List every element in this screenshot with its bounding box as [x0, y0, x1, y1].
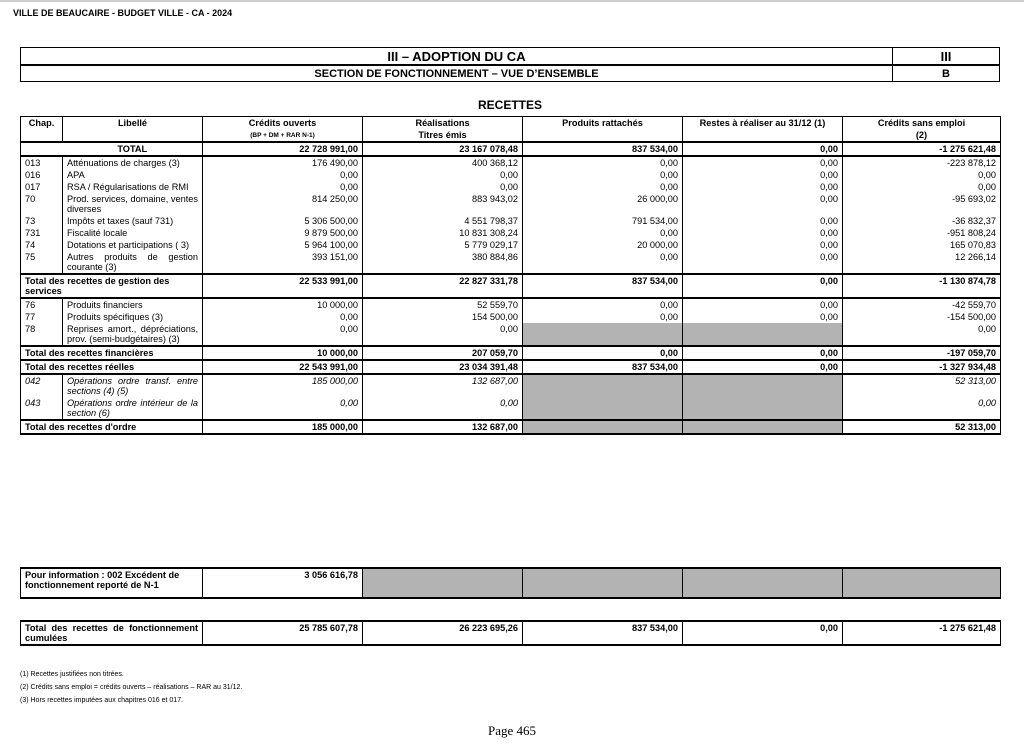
- info-label: Pour information : 002 Excédent de fonctionnement reporté de N-1: [21, 568, 203, 598]
- table-row: 73 Impôts et taxes (sauf 731) 5 306 500,00 4 551 798,37 791 534,00 0,00 -36 832,37: [21, 215, 1001, 227]
- total-row: TOTAL 22 728 991,00 23 167 078,48 837 534,00 0,00 -1 275 621,48: [21, 142, 1001, 156]
- table-row: 76 Produits financiers 10 000,00 52 559,70 0,00 0,00 -42 559,70: [21, 298, 1001, 311]
- empty-cell: [523, 374, 683, 397]
- section-title: RECETTES: [477, 98, 542, 112]
- top-border: [0, 0, 1024, 2]
- col-credits: Crédits ouverts (BP + DM + RAR N-1): [203, 117, 363, 143]
- title-sub-code: B: [893, 65, 1000, 82]
- title-main: III – ADOPTION DU CA: [21, 48, 893, 66]
- table-header-row: [21, 117, 1001, 143]
- recettes-table: [20, 116, 1001, 435]
- col-restes: Restes à réaliser au 31/12 (1): [683, 117, 843, 143]
- col-sans-emploi: Crédits sans emploi (2): [843, 117, 1001, 143]
- page-number: Page 465: [487, 723, 537, 738]
- title-main-code: III: [893, 48, 1000, 66]
- title-box: [20, 47, 1000, 82]
- total-fin-row: Total des recettes financières 10 000,00 207 059,70 0,00 0,00 -197 059,70: [21, 346, 1001, 360]
- table-row: 042 Opérations ordre transf. entre sections (4) (5) 185 000,00 132 687,00 52 313,00: [21, 374, 1001, 397]
- table-row: 017 RSA / Régularisations de RMI 0,00 0,00 0,00 0,00 0,00: [21, 181, 1001, 193]
- col-realisations: Réalisations Titres émis: [363, 117, 523, 143]
- empty-cell: [683, 397, 843, 420]
- table-row: 75 Autres produits de gestion courante (3) 393 151,00 380 884,86 0,00 0,00 12 266,14: [21, 251, 1001, 274]
- table-row: 77 Produits spécifiques (3) 0,00 154 500,00 0,00 0,00 -154 500,00: [21, 311, 1001, 323]
- footnote: (2) Crédits sans emploi = crédits ouverts – réalisations – RAR au 31/12.: [20, 684, 243, 691]
- table-row: 74 Dotations et participations ( 3) 5 964 100,00 5 779 029,17 20 000,00 0,00 165 070,83: [21, 239, 1001, 251]
- footnote: (3) Hors recettes imputées aux chapitres 016 et 017.: [20, 697, 184, 704]
- footnotes: [20, 668, 242, 707]
- table-row: 016 APA 0,00 0,00 0,00 0,00 0,00: [21, 169, 1001, 181]
- table-row: 78 Reprises amort., dépréciations, prov. (semi-budgétaires) (3) 0,00 0,00 0,00: [21, 323, 1001, 346]
- total-reelles-row: Total des recettes réelles 22 543 991,00 23 034 391,48 837 534,00 0,00 -1 327 934,48: [21, 360, 1001, 374]
- total-ordre-row: Total des recettes d'ordre 185 000,00 132 687,00 52 313,00: [21, 420, 1001, 434]
- document-header: VILLE DE BEAUCAIRE - BUDGET VILLE - CA - 2024: [13, 8, 233, 18]
- title-sub: SECTION DE FONCTIONNEMENT – VUE D’ENSEMBLE: [21, 65, 893, 82]
- empty-cell: [683, 323, 843, 346]
- cumul-box: Total des recettes de fonctionnement cumulées 25 785 607,78 26 223 695,26 837 534,00 0,00 -1 275 621,48: [20, 620, 1001, 646]
- table-row: 731 Fiscalité locale 9 879 500,00 10 831 308,24 0,00 0,00 -951 808,24: [21, 227, 1001, 239]
- empty-cell: [523, 323, 683, 346]
- table-row: 043 Opérations ordre intérieur de la section (6) 0,00 0,00 0,00: [21, 397, 1001, 420]
- col-chap: Chap.: [21, 117, 63, 143]
- col-libelle: Libellé: [63, 117, 203, 143]
- footnote: (1) Recettes justifiées non titrées.: [20, 671, 124, 678]
- info-box: [20, 567, 1001, 599]
- col-rattaches: Produits rattachés: [523, 117, 683, 143]
- info-value: 3 056 616,78: [203, 568, 363, 598]
- empty-cell: [523, 397, 683, 420]
- empty-cell: [683, 374, 843, 397]
- cumul-label: Total des recettes de fonctionnement cumulées: [21, 621, 203, 645]
- table-row: 013 Atténuations de charges (3) 176 490,00 400 368,12 0,00 0,00 -223 878,12: [21, 156, 1001, 169]
- table-row: 70 Prod. services, domaine, ventes diverses 814 250,00 883 943,02 26 000,00 0,00 -95 693,02: [21, 193, 1001, 215]
- total-gestion-row: Total des recettes de gestion des services 22 533 991,00 22 827 331,78 837 534,00 0,00 -1 130 874,78: [21, 274, 1001, 298]
